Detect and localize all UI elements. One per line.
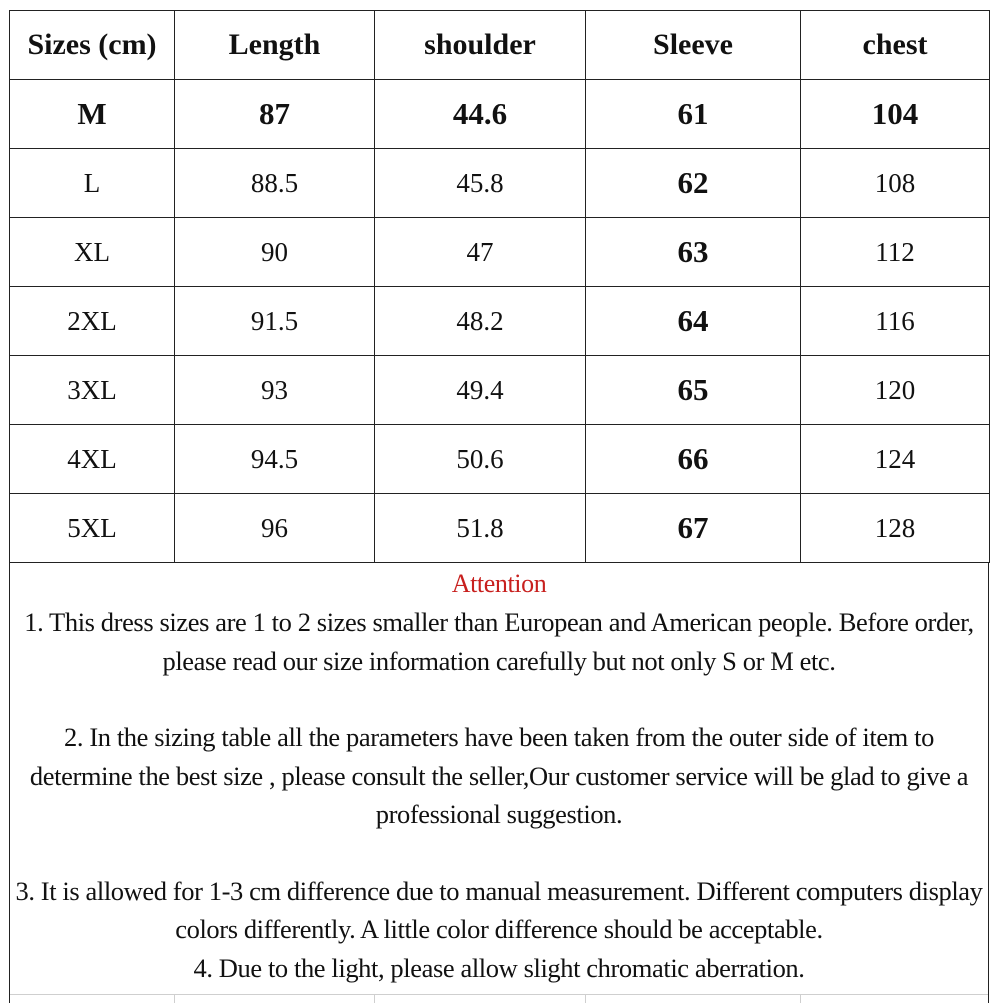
attention-title: Attention bbox=[451, 569, 547, 598]
note-spacer bbox=[10, 680, 988, 718]
length-cell: 93 bbox=[175, 356, 375, 425]
size-cell: M bbox=[10, 80, 175, 149]
notes-section bbox=[9, 563, 989, 1003]
shoulder-cell: 45.8 bbox=[375, 149, 586, 218]
note-spacer bbox=[10, 834, 988, 872]
header-chest: chest bbox=[801, 11, 990, 80]
header-shoulder: shoulder bbox=[375, 11, 586, 80]
chest-cell: 104 bbox=[801, 80, 990, 149]
note-2: 2. In the sizing table all the parameters have been taken from the outer side of item to determine the best size , please consult the seller,Our customer service will be glad to give a professional suggestion. bbox=[29, 722, 969, 829]
chest-cell: 120 bbox=[801, 356, 990, 425]
length-cell: 90 bbox=[175, 218, 375, 287]
sleeve-cell: 63 bbox=[586, 218, 801, 287]
table-header-row bbox=[10, 11, 990, 80]
sleeve-cell: 65 bbox=[586, 356, 801, 425]
size-cell: 3XL bbox=[10, 356, 175, 425]
table-row bbox=[10, 80, 990, 149]
size-table bbox=[9, 10, 990, 563]
table-row bbox=[10, 149, 990, 218]
table-row bbox=[10, 425, 990, 494]
length-cell: 94.5 bbox=[175, 425, 375, 494]
table-row bbox=[10, 494, 990, 563]
bottom-divider bbox=[10, 994, 988, 1003]
chest-cell: 108 bbox=[801, 149, 990, 218]
length-cell: 87 bbox=[175, 80, 375, 149]
size-cell: 5XL bbox=[10, 494, 175, 563]
chest-cell: 112 bbox=[801, 218, 990, 287]
shoulder-cell: 47 bbox=[375, 218, 586, 287]
size-cell: XL bbox=[10, 218, 175, 287]
chest-cell: 124 bbox=[801, 425, 990, 494]
header-sleeve: Sleeve bbox=[586, 11, 801, 80]
shoulder-cell: 51.8 bbox=[375, 494, 586, 563]
length-cell: 96 bbox=[175, 494, 375, 563]
table-row bbox=[10, 287, 990, 356]
size-cell: 2XL bbox=[10, 287, 175, 356]
note-4: 4. Due to the light, please allow slight chromatic aberration. bbox=[193, 952, 805, 983]
shoulder-cell: 49.4 bbox=[375, 356, 586, 425]
shoulder-cell: 50.6 bbox=[375, 425, 586, 494]
length-cell: 88.5 bbox=[175, 149, 375, 218]
header-length: Length bbox=[175, 11, 375, 80]
size-chart bbox=[9, 10, 989, 1000]
table-row bbox=[10, 356, 990, 425]
size-cell: L bbox=[10, 149, 175, 218]
sleeve-cell: 66 bbox=[586, 425, 801, 494]
sleeve-cell: 64 bbox=[586, 287, 801, 356]
header-sizes: Sizes (cm) bbox=[10, 11, 175, 80]
sleeve-cell: 61 bbox=[586, 80, 801, 149]
note-1: 1. This dress sizes are 1 to 2 sizes smaller than European and American people. Before order, please read our size information carefully but not only S or M etc. bbox=[24, 607, 974, 676]
shoulder-cell: 48.2 bbox=[375, 287, 586, 356]
note-3: 3. It is allowed for 1-3 cm difference due to manual measurement. Different computers display colors differently. A little color difference should be acceptable. bbox=[15, 875, 983, 944]
sleeve-cell: 67 bbox=[586, 494, 801, 563]
sleeve-cell: 62 bbox=[586, 149, 801, 218]
table-row bbox=[10, 218, 990, 287]
size-cell: 4XL bbox=[10, 425, 175, 494]
chest-cell: 116 bbox=[801, 287, 990, 356]
length-cell: 91.5 bbox=[175, 287, 375, 356]
chest-cell: 128 bbox=[801, 494, 990, 563]
shoulder-cell: 44.6 bbox=[375, 80, 586, 149]
